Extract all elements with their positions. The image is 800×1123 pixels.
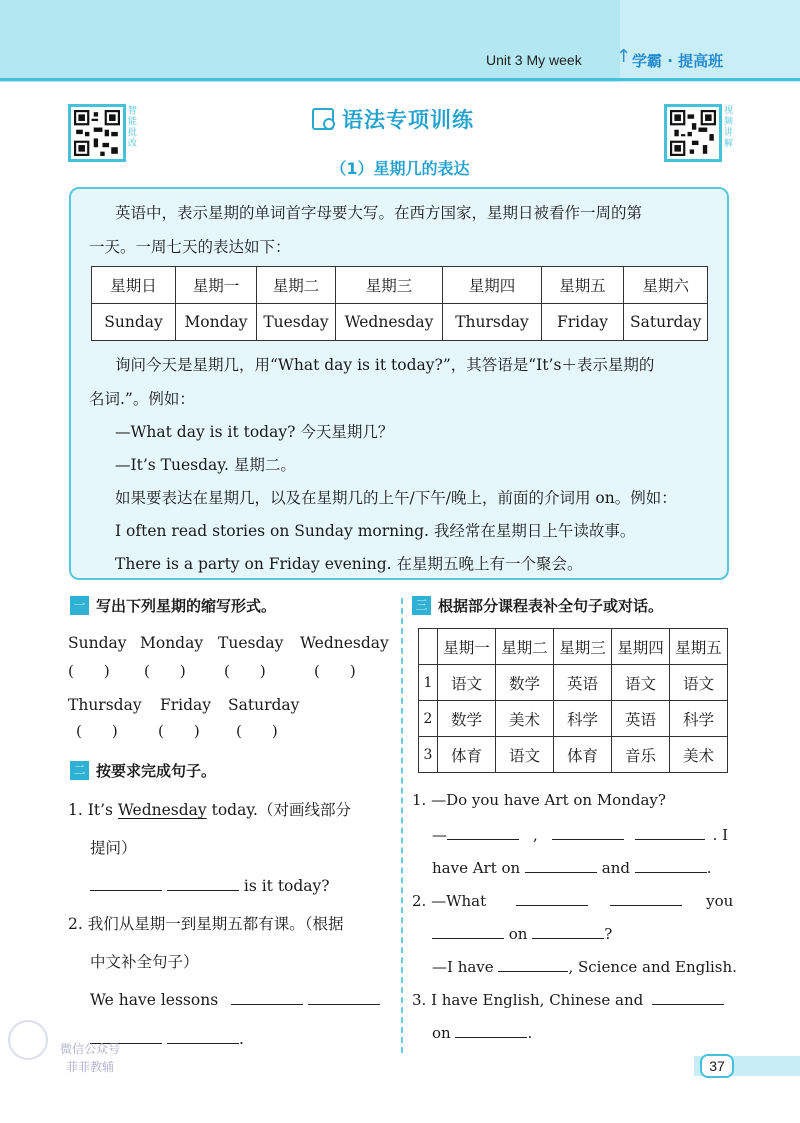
weekday-cn-row	[92, 267, 708, 304]
dash: —	[432, 826, 447, 844]
weekday-cn-cell: 星期五	[542, 267, 624, 304]
weekday-en-cell: Tuesday	[257, 304, 336, 341]
schedule-cell: 音乐	[612, 737, 670, 773]
watermark	[60, 1040, 120, 1076]
watermark-line-1: 微信公众号	[60, 1042, 121, 1056]
schedule-row	[419, 665, 728, 701]
qr-code-right[interactable]	[664, 104, 722, 162]
answer-line-2-1	[90, 875, 330, 895]
question-2-2-cont: 中文补全句子）	[90, 953, 199, 971]
answer-line-3-1b	[432, 857, 712, 877]
section-title: 根据部分课程表补全句子或对话。	[438, 597, 664, 615]
period: .	[706, 859, 712, 877]
weekday-cn-cell: 星期四	[443, 267, 542, 304]
period-number: 2	[419, 701, 438, 737]
schedule-cell: 科学	[554, 701, 612, 737]
schedule-cell: 语文	[438, 665, 496, 701]
column-divider	[401, 598, 403, 1053]
question-3-3	[412, 989, 724, 1009]
intro-paragraph-2a: 询问今天是星期几，用“What day is it today?”，其答语是“It’s＋表示星期的	[115, 356, 655, 374]
question-text: 3. I have English, Chinese and	[412, 991, 644, 1009]
schedule-cell: 语文	[496, 737, 554, 773]
period: . I	[712, 826, 729, 844]
question-text: on	[508, 925, 528, 943]
question-text: —I have	[432, 958, 494, 976]
weekday-word: Wednesday	[300, 634, 389, 652]
schedule-cell: 体育	[554, 737, 612, 773]
weekday-table	[91, 266, 708, 341]
schedule-cell: 语文	[670, 665, 728, 701]
answer-text: We have lessons	[90, 991, 219, 1009]
unit-label: Unit 3 My week	[486, 52, 582, 68]
header-rule	[0, 78, 800, 81]
answer-text: is it today?	[243, 877, 330, 895]
question-text: on	[432, 1024, 451, 1042]
example-3	[115, 519, 635, 541]
answer-line-3-3	[432, 1022, 532, 1042]
schedule-cell: 英语	[612, 701, 670, 737]
magnifier-doc-icon	[312, 108, 334, 130]
answer-blank[interactable]	[498, 956, 568, 972]
question-text: you	[706, 892, 734, 910]
schedule-cell: 美术	[670, 737, 728, 773]
answer-line-2-2	[90, 989, 380, 1009]
weekday-en-row	[92, 304, 708, 341]
answer-blank[interactable]	[432, 923, 504, 939]
question-2-1-cont: 提问）	[90, 839, 137, 857]
page-number: 37	[700, 1054, 734, 1078]
period-number: 1	[419, 665, 438, 701]
comma: ,	[533, 826, 538, 844]
brand-label: 学霸 · 提高班	[632, 52, 724, 70]
question-3-1: 1. —Do you have Art on Monday?	[412, 791, 666, 809]
schedule-corner-cell	[419, 629, 438, 665]
arrow-up-icon: ↑	[616, 46, 632, 67]
weekday-en-cell: Wednesday	[336, 304, 443, 341]
schedule-cell: 数学	[438, 701, 496, 737]
answer-blank[interactable]	[610, 890, 682, 906]
answer-blank[interactable]	[532, 923, 604, 939]
weekday-en-cell: Saturday	[624, 304, 708, 341]
schedule-head-cell: 星期二	[496, 629, 554, 665]
answer-blank[interactable]	[447, 824, 519, 840]
schedule-row	[419, 737, 728, 773]
answer-paren[interactable]: ( )	[158, 722, 200, 740]
example-3-cn: 我经常在星期日上午读故事。	[433, 522, 636, 540]
qr-code-icon	[74, 110, 120, 156]
question-2-1	[68, 798, 351, 820]
answer-blank[interactable]	[167, 1028, 239, 1044]
example-4-en: There is a party on Friday evening.	[115, 555, 392, 573]
section-title: 写出下列星期的缩写形式。	[96, 597, 277, 615]
example-2-cn: 星期二。	[233, 456, 296, 474]
underlined-word: Wednesday	[117, 801, 207, 819]
answer-paren[interactable]: ( )	[314, 662, 356, 680]
weekday-cn-cell: 星期六	[624, 267, 708, 304]
schedule-table	[418, 628, 728, 773]
answer-blank[interactable]	[90, 875, 162, 891]
schedule-cell: 体育	[438, 737, 496, 773]
weekday-word: Friday	[160, 696, 212, 714]
weekday-en-cell: Sunday	[92, 304, 176, 341]
question-text: 1. It’s	[68, 801, 118, 819]
page-title	[300, 104, 500, 134]
question-text: and	[601, 859, 630, 877]
title-text: 语法专项训练	[342, 108, 474, 132]
weekday-en-cell: Thursday	[443, 304, 542, 341]
weekday-word: Thursday	[68, 696, 142, 714]
intro-paragraph-3: 如果要表达在星期几，以及在星期几的上午/下午/晚上，前面的介词用 on。例如：	[115, 489, 677, 507]
answer-blank[interactable]	[552, 824, 624, 840]
section-number-badge: 二	[70, 761, 89, 780]
question-text: have Art on	[432, 859, 521, 877]
example-2	[115, 453, 296, 475]
schedule-header-row	[419, 629, 728, 665]
answer-blank[interactable]	[455, 1022, 527, 1038]
answer-blank[interactable]	[308, 989, 380, 1005]
answer-paren[interactable]: ( )	[76, 722, 118, 740]
question-text: today.（对画线部分	[206, 801, 351, 819]
example-1	[115, 420, 393, 442]
weekday-word: Sunday	[68, 634, 127, 652]
period: .	[238, 1030, 244, 1048]
schedule-head-cell: 星期三	[554, 629, 612, 665]
schedule-head-cell: 星期五	[670, 629, 728, 665]
answer-blank[interactable]	[635, 824, 705, 840]
weekday-word: Monday	[140, 634, 204, 652]
subtitle: （1）星期几的表达	[330, 159, 470, 178]
question-text: 2. —What	[412, 892, 487, 910]
answer-line-3-2a	[432, 923, 612, 943]
section-title: 按要求完成句子。	[96, 762, 217, 780]
schedule-cell: 科学	[670, 701, 728, 737]
example-1-en: —What day is it today?	[115, 423, 296, 441]
schedule-head-cell: 星期一	[438, 629, 496, 665]
question-2-2: 2. 我们从星期一到星期五都有课。（根据	[68, 915, 344, 933]
weekday-word: Tuesday	[218, 634, 284, 652]
question-text: , Science and English.	[568, 958, 737, 976]
example-1-cn: 今天星期几？	[300, 423, 394, 441]
example-2-en: —It’s Tuesday.	[115, 456, 229, 474]
weekday-cn-cell: 星期日	[92, 267, 176, 304]
schedule-cell: 美术	[496, 701, 554, 737]
qr-code-icon	[670, 110, 716, 156]
answer-paren[interactable]: ( )	[236, 722, 278, 740]
watermark-line-2: 菲菲教辅	[66, 1060, 115, 1074]
answer-blank[interactable]	[231, 989, 303, 1005]
schedule-head-cell: 星期四	[612, 629, 670, 665]
qr-left-tag: 智能批改	[128, 106, 138, 149]
watermark-logo-icon	[8, 1020, 48, 1060]
period-number: 3	[419, 737, 438, 773]
question-3-2	[412, 890, 733, 910]
schedule-row	[419, 701, 728, 737]
example-4-cn: 在星期五晚上有一个聚会。	[396, 555, 583, 573]
answer-blank[interactable]	[635, 857, 707, 873]
weekday-en-cell: Friday	[542, 304, 624, 341]
intro-paragraph-2b: 名词.”。例如：	[89, 390, 195, 408]
answer-blank[interactable]	[525, 857, 597, 873]
question-mark: ?	[604, 925, 613, 943]
schedule-cell: 英语	[554, 665, 612, 701]
answer-paren[interactable]: ( )	[68, 662, 110, 680]
example-4	[115, 552, 583, 574]
answer-line-3-2b	[432, 956, 737, 976]
qr-right-tag: 视频讲解	[724, 106, 734, 149]
answer-blank[interactable]	[652, 989, 724, 1005]
answer-line-3-1a	[432, 824, 728, 844]
answer-blank[interactable]	[516, 890, 588, 906]
weekday-cn-cell: 星期三	[336, 267, 443, 304]
answer-paren[interactable]: ( )	[144, 662, 186, 680]
weekday-cn-cell: 星期二	[257, 267, 336, 304]
period: .	[527, 1024, 533, 1042]
section-number-badge: 一	[70, 596, 89, 615]
schedule-cell: 语文	[612, 665, 670, 701]
example-3-en: I often read stories on Sunday morning.	[115, 522, 429, 540]
answer-blank[interactable]	[167, 875, 239, 891]
intro-paragraph-1a: 英语中，表示星期的单词首字母要大写。在西方国家，星期日被看作一周的第	[115, 204, 643, 222]
schedule-cell: 数学	[496, 665, 554, 701]
qr-code-left[interactable]	[68, 104, 126, 162]
header-band	[0, 0, 620, 82]
weekday-en-cell: Monday	[176, 304, 257, 341]
intro-paragraph-1b: 一天。一周七天的表达如下：	[89, 238, 291, 256]
weekday-word: Saturday	[228, 696, 300, 714]
answer-paren[interactable]: ( )	[224, 662, 266, 680]
page-header	[0, 0, 800, 82]
section-number-badge: 三	[412, 596, 431, 615]
weekday-cn-cell: 星期一	[176, 267, 257, 304]
